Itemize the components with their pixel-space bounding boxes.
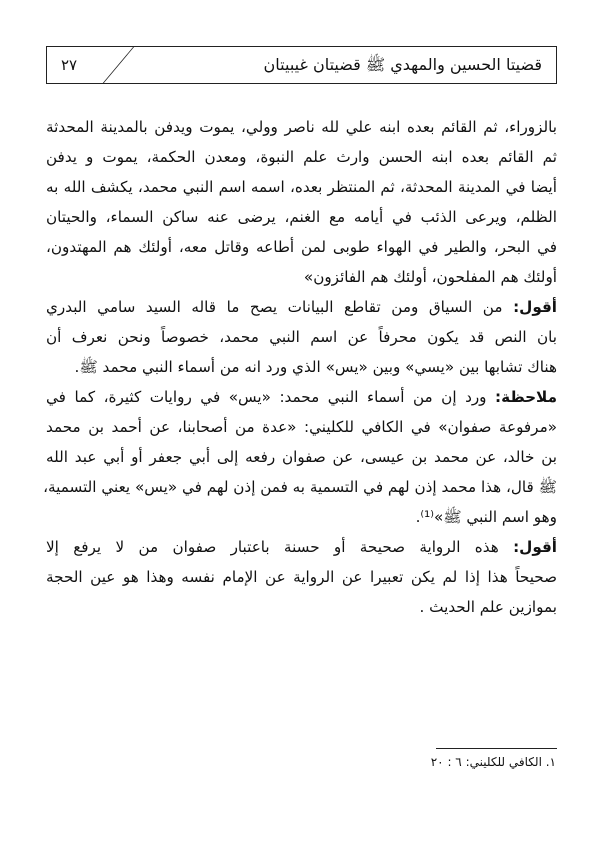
text-line [46,202,557,232]
line-text: ثم القائم بعده ابنه الحسن وارث علم النبوة، ومعدن الحكمة، يموت و يدفن [46,148,557,166]
body-text [43,112,557,622]
text-line [46,172,557,202]
footnote-rule [436,748,557,749]
lead-word: ملاحظة: [495,388,557,406]
header-divider [102,46,165,84]
text-line [46,382,557,412]
text-line [46,412,557,442]
line-text: وهو اسم النبي ﷺ»⁽¹⁾. [415,508,557,526]
line-text: الظلم، ويرعى الذئب في أيامه مع الغنم، يرضى عنه ساكن السماء، والحيتان [46,208,557,226]
text-line [46,142,557,172]
line-text: «مرفوعة صفوان» في الكافي للكليني: «عدة من أصحابنا، عن أحمد بن محمد [46,418,557,436]
text-line [46,292,557,322]
line-text: ورد إن من أسماء النبي محمد: «يس» في روايات كثيرة، كما في [46,388,496,406]
line-text: أيضا في المدينة المحدثة، ثم المنتظر بعده، اسمه اسم النبي محمد، يكشف الله به [46,178,557,196]
text-line [46,112,557,142]
line-text: بان النص قد يكون محرفاً عن اسم النبي محمد، خصوصاً ونحن نعرف أن [46,328,557,346]
text-line [46,562,557,592]
page-header [46,46,557,84]
text-line [46,532,557,562]
line-text: من السياق ومن تقاطع البيانات يصح ما قاله السيد سامي البدري [46,298,514,316]
line-text: في البحر، والطير في الهواء طوبى لمن أطاعه وقاتل معه، أولئك هم المهتدون، [46,238,557,256]
line-text: هناك تشابها بين «يسي» وبين «يس» الذي ورد انه من أسماء النبي محمد ﷺ. [74,358,557,376]
text-line [46,592,557,622]
line-text: أولئك هم المفلحون، أولئك هم الفائزون» [303,268,557,286]
line-text: بالزوراء، ثم القائم بعده ابنه علي لله ناصر وولي، يموت ويدفن بالمدينة المحدثة [46,118,557,136]
text-line [46,262,557,292]
page-number: ٢٧ [61,56,78,74]
line-text: بموازين علم الحديث . [419,598,557,616]
line-text: هذه الرواية صحيحة أو حسنة باعتبار صفوان من لا يرفع إلا [46,538,514,556]
line-text: ﷺ قال، هذا محمد إذن لهم في التسمية به فمن إذن لهم في «يس» يعني التسمية، [43,478,557,496]
lead-word: أقول: [513,538,557,556]
text-line [46,232,557,262]
running-title: قضيتا الحسين والمهدي ﷺ قضيتان غيبيتان [263,55,542,74]
text-line [46,352,557,382]
text-line [46,442,557,472]
line-text: صحيحاً هذا إذا لم يكن تعبيرا عن الرواية عن الإمام نفسه وهذا هو عين الحجة [46,568,557,586]
text-line [46,502,557,532]
lead-word: أقول: [513,298,557,316]
text-line [43,472,557,502]
text-line [46,322,557,352]
footnote: ١. الكافي للكليني: ٦ : ٢٠ [430,755,556,769]
line-text: بن خالد، عن محمد بن عيسى، عن صفوان رفعه إلى أبي جعفر أو أبي عبد الله [46,448,557,466]
